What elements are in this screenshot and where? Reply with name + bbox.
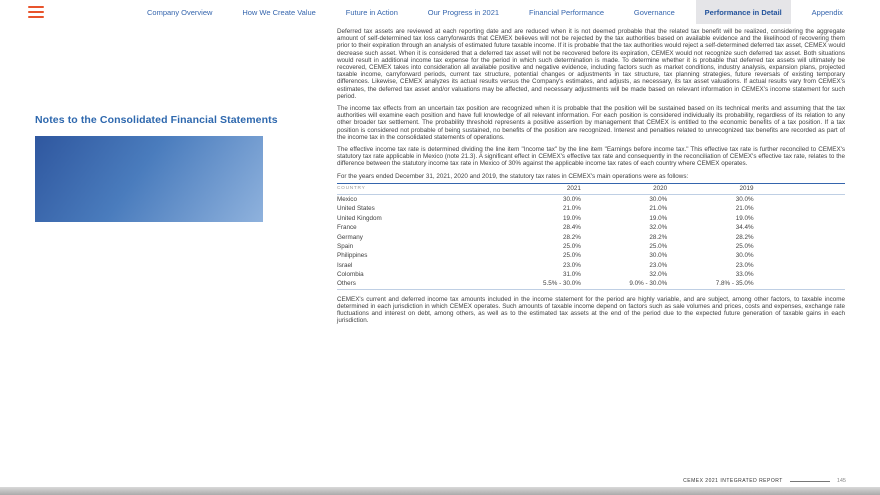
report-title: CEMEX 2021 INTEGRATED REPORT xyxy=(683,478,783,484)
cell-2021: 28.2% xyxy=(562,233,581,241)
paragraph-uncertain-tax-position: The income tax effects from an uncertain tax position are recognized when it is probable that the position will be sustained based on its technical merits and assuming that the tax authorities will examine each position and have full knowledge of all relevant information. For each position is considered individually its probability, regardless of its relation to any other broader tax settlement. The probability threshold represents a positive assertion by management that CEMEX is entitled to the economic benefits of a tax position. If a tax position is considered not probable of being sustained, no benefits of the position are recognized. Interest and penalties related to unrecognized tax benefits are recorded as part of the income tax in the consolidated statements of operations. xyxy=(337,105,845,141)
table-row xyxy=(337,260,845,269)
nav-item-financial-performance[interactable]: Financial Performance xyxy=(528,7,604,17)
cell-2021: 25.0% xyxy=(562,252,581,260)
page-bottom-bar xyxy=(0,487,880,495)
cell-2021: 28.4% xyxy=(562,224,581,232)
nav-bar xyxy=(138,0,852,24)
nav-item-future-in-action[interactable]: Future in Action xyxy=(345,7,398,17)
cell-2020: 32.0% xyxy=(649,271,668,279)
table-header-row xyxy=(337,183,845,194)
cell-spacer xyxy=(754,223,845,232)
cell-2019: 33.0% xyxy=(735,271,754,279)
cell-2019: 21.0% xyxy=(735,205,754,213)
cell-2020: 21.0% xyxy=(649,205,668,213)
cell-2020: 25.0% xyxy=(649,242,668,250)
table-row xyxy=(337,204,845,213)
cell-2020: 30.0% xyxy=(649,196,668,204)
table-row xyxy=(337,194,845,204)
cell-country: France xyxy=(337,224,357,232)
nav-item-performance-in-detail[interactable]: Performance in Detail xyxy=(696,0,791,24)
cell-spacer xyxy=(754,204,845,213)
table-header-2021: 2021 xyxy=(566,185,581,193)
page-number: 145 xyxy=(836,478,846,484)
table-header-2020: 2020 xyxy=(653,185,668,193)
table-row xyxy=(337,270,845,279)
cell-2019: 25.0% xyxy=(735,242,754,250)
section-title: Notes to the Consolidated Financial Statements xyxy=(35,114,278,126)
cell-2019: 30.0% xyxy=(735,252,754,260)
cell-2019: 30.0% xyxy=(735,196,754,204)
table-header-spacer xyxy=(754,183,845,194)
cell-2020: 32.0% xyxy=(649,224,668,232)
table-row xyxy=(337,232,845,241)
cell-spacer xyxy=(754,279,845,289)
cell-spacer xyxy=(754,194,845,204)
cell-2020: 19.0% xyxy=(649,214,668,222)
cell-country: Philippines xyxy=(337,252,368,260)
cell-country: Others xyxy=(337,280,356,288)
cell-2021: 31.0% xyxy=(562,271,581,279)
cell-spacer xyxy=(754,232,845,241)
table-row xyxy=(337,242,845,251)
cell-2020: 28.2% xyxy=(649,233,668,241)
paragraph-table-intro: For the years ended December 31, 2021, 2020 and 2019, the statutory tax rates in CEMEX's main operations were as follows: xyxy=(337,172,689,180)
table-header-2019: 2019 xyxy=(739,185,754,193)
cell-spacer xyxy=(754,214,845,223)
paragraph-deferred-tax-assets: Deferred tax assets are reviewed at each reporting date and are reduced when it is not deemed probable that the related tax benefit will be realized, considering the aggregate amount of self-determined tax loss carryforwards that CEMEX believes will not be rejected by the tax authorities based on available evidence and the likelihood of recovering them prior to their expiration through an analysis of estimated future taxable income. If it is probable that the tax authorities would reject a self-determined deferred tax asset, CEMEX would decrease such asset. When it is considered that a deferred tax asset will not be recovered before its expiration, CEMEX would not recognize such deferred tax asset. Both situations would result in additional income tax expense for the period in which such determination is made. To determine whether it is probable that deferred tax assets will ultimately be recovered, CEMEX takes into consideration all available positive and negative evidence, including factors such as market conditions, industry analysis, expansion plans, projected taxable income, carryforward periods, current tax structure, potential changes or adjustments in tax structure, tax planning strategies, future reversals of existing temporary differences. Likewise, CEMEX analyzes its actual results versus the Company's estimates, and adjusts, as necessary, its tax asset valuations. If actual results vary from CEMEX's estimates, the deferred tax asset and/or valuations may be affected, and necessary adjustments will be made based on relevant information in CEMEX's income statement for such period. xyxy=(337,28,845,100)
nav-item-company-overview[interactable]: Company Overview xyxy=(147,7,213,17)
footer-divider xyxy=(790,481,830,482)
cell-2021: 5.5% - 30.0% xyxy=(543,280,581,288)
cell-country: Spain xyxy=(337,242,354,250)
cell-2021: 30.0% xyxy=(562,196,581,204)
cell-country: Mexico xyxy=(337,196,357,204)
cell-2019: 19.0% xyxy=(735,214,754,222)
statutory-tax-rates-table xyxy=(337,183,845,290)
cell-country: Germany xyxy=(337,233,363,241)
cell-spacer xyxy=(754,260,845,269)
decorative-gradient-box xyxy=(35,136,263,222)
top-nav xyxy=(0,0,880,24)
cell-country: United Kingdom xyxy=(337,214,382,222)
cell-2019: 28.2% xyxy=(735,233,754,241)
cell-2021: 25.0% xyxy=(562,242,581,250)
table-row xyxy=(337,214,845,223)
document-content xyxy=(337,28,845,329)
cell-country: Israel xyxy=(337,261,353,269)
cell-spacer xyxy=(754,242,845,251)
table-header-country: COUNTRY xyxy=(337,186,366,192)
cell-2021: 23.0% xyxy=(562,261,581,269)
table-row xyxy=(337,251,845,260)
cell-2019: 23.0% xyxy=(735,261,754,269)
paragraph-effective-tax-rate: The effective income tax rate is determined dividing the line item "Income tax" by the line item "Earnings before income tax." This effective tax rate is further reconciled to CEMEX's statutory tax rate applicable in Mexico (note 21.3). A significant effect in CEMEX's effective tax rate and consequently in the reconciliation of CEMEX's effective tax rate, relates to the difference between the statutory income tax rate in Mexico of 30% against the applicable income tax rates of each country where CEMEX operates. xyxy=(337,146,845,168)
cell-2020: 23.0% xyxy=(649,261,668,269)
cell-2020: 9.0% - 30.0% xyxy=(629,280,668,288)
nav-item-our-progress-2021[interactable]: Our Progress in 2021 xyxy=(427,7,500,17)
hamburger-menu-icon[interactable] xyxy=(28,6,44,18)
table-row xyxy=(337,279,845,289)
cell-2020: 30.0% xyxy=(649,252,668,260)
cell-2021: 19.0% xyxy=(562,214,581,222)
section-sidebar xyxy=(35,114,325,222)
paragraph-closing: CEMEX's current and deferred income tax amounts included in the income statement for the period are highly variable, and are subject, among other factors, to taxable income determined in each jurisdiction in which CEMEX operates. Such amounts of taxable income depend on factors such as sale volumes and prices, costs and expenses, exchange rate fluctuations and interest on debt, among others, as well as to the estimated tax assets at the end of the period due to the expected future generation of taxable gains in each jurisdiction. xyxy=(337,295,845,325)
cell-spacer xyxy=(754,270,845,279)
nav-item-how-we-create-value[interactable]: How We Create Value xyxy=(242,7,316,17)
nav-item-appendix[interactable]: Appendix xyxy=(811,7,843,17)
cell-country: Colombia xyxy=(337,271,364,279)
nav-item-governance[interactable]: Governance xyxy=(633,7,675,17)
cell-spacer xyxy=(754,251,845,260)
page-footer xyxy=(683,478,846,484)
cell-2019: 34.4% xyxy=(735,224,754,232)
cell-2019: 7.8% - 35.0% xyxy=(715,280,754,288)
table-row xyxy=(337,223,845,232)
cell-2021: 21.0% xyxy=(562,205,581,213)
cell-country: United States xyxy=(337,205,375,213)
